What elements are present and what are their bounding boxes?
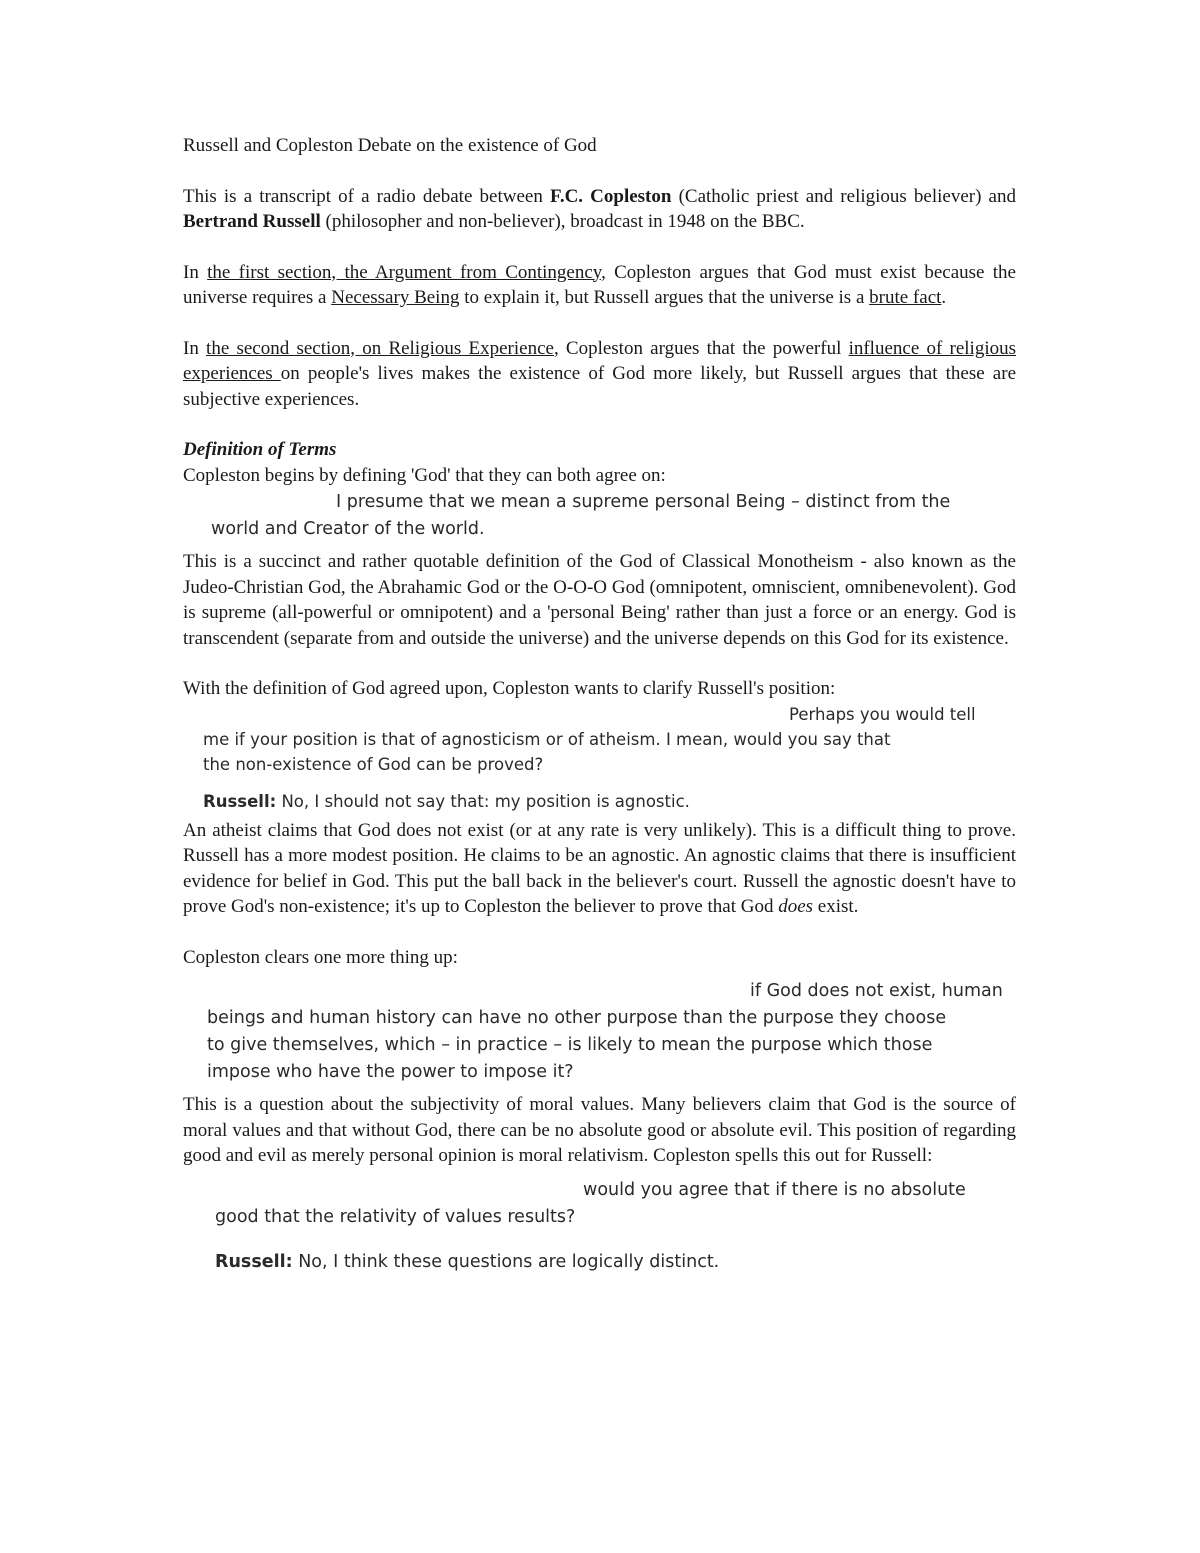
brute-fact-term: brute fact <box>869 287 942 308</box>
speaker-label: Russell: <box>203 791 277 811</box>
necessary-being-term: Necessary Being <box>331 287 460 308</box>
speaker-label: Russell: <box>215 1251 293 1272</box>
clarify-paragraph: With the definition of God agreed upon, Copleston wants to clarify Russell's position: <box>183 678 836 699</box>
russell-reply-2: Russell: No, I think these questions are logically distinct. <box>215 1251 720 1272</box>
contingency-link: the first section, the Argument from Contingency <box>207 261 602 283</box>
russell-reply-1: Russell: No, I should not say that: my position is agnostic. <box>203 791 690 811</box>
influence-term: influence of religious experiences <box>183 337 1016 384</box>
quote-position: Perhaps you would tell me if your position is that of agnosticism or of atheism. I mean, would you say that the non-existence of God can be proved? Russell: No, I should not say that: my position is agnostic. <box>183 702 1016 814</box>
define-paragraph: Copleston begins by defining 'God' that they can both agree on: <box>183 464 666 486</box>
religious-experience-link: the second section, on Religious Experience <box>206 337 554 359</box>
document-page <box>183 130 1016 1276</box>
section-heading: Definition of Terms <box>183 439 337 460</box>
clears-paragraph: Copleston clears one more thing up: <box>183 946 458 968</box>
section1-paragraph: In the first section, the Argument from Contingency, Copleston argues that God must exist because the universe requires a Necessary Being to explain it, but Russell argues that the universe is a brute fact. <box>183 261 1016 308</box>
russell-name: Bertrand Russell <box>183 211 321 232</box>
moral-paragraph: This is a question about the subjectivity of moral values. Many believers claim that God is the source of moral values and that without God, there can be no absolute good or absolute evil. This position of regarding good and evil as merely personal opinion is moral relativism. Copleston spells this out for Russell: <box>183 1094 1016 1166</box>
section2-paragraph: In the second section, on Religious Experience, Copleston argues that the powerful influence of religious experiences on people's lives makes the existence of God more likely, but Russell argues that these are subjective experiences. <box>183 337 1016 410</box>
quote-relativity: would you agree that if there is no absolute good that the relativity of values results? Russell: No, I think these questions are logically distinct. <box>183 1177 1016 1276</box>
copleston-name: F.C. Copleston <box>549 185 672 207</box>
atheist-paragraph: An atheist claims that God does not exist (or at any rate is very unlikely). This is a difficult thing to prove. Russell has a more modest position. He claims to be an agnostic. An agnostic claims that there is insufficient evidence for belief in God. This put the ball back in the believer's court. Russell the agnostic doesn't have to prove God's non-existence; it's up to Copleston the believer to prove that God does exist. <box>183 819 1016 917</box>
monotheism-paragraph: This is a succinct and rather quotable definition of the God of Classical Monotheism - also known as the Judeo-Christian God, the Abrahamic God or the O-O-O God (omnipotent, omniscient, omnibenevolent). God is supreme (all-powerful or omnipotent) and a 'personal Being' rather than just a force or an energy. God is transcendent (separate from and outside the universe) and the universe depends on this God for its existence. <box>183 551 1016 649</box>
quote-definition: I presume that we mean a supreme personal Being – distinct from the world and Creator of the world. <box>211 492 951 539</box>
quote-purpose: if God does not exist, human beings and human history can have no other purpose than the purpose they choose to give themselves, which – in practice – is likely to mean the purpose which those impose who have the power to impose it? <box>207 981 1003 1082</box>
intro-paragraph: This is a transcript of a radio debate between F.C. Copleston (Catholic priest and religious believer) and Bertrand Russell (philosopher and non-believer), broadcast in 1948 on the BBC. <box>183 185 1016 232</box>
document-title: Russell and Copleston Debate on the existence of God <box>183 135 597 156</box>
